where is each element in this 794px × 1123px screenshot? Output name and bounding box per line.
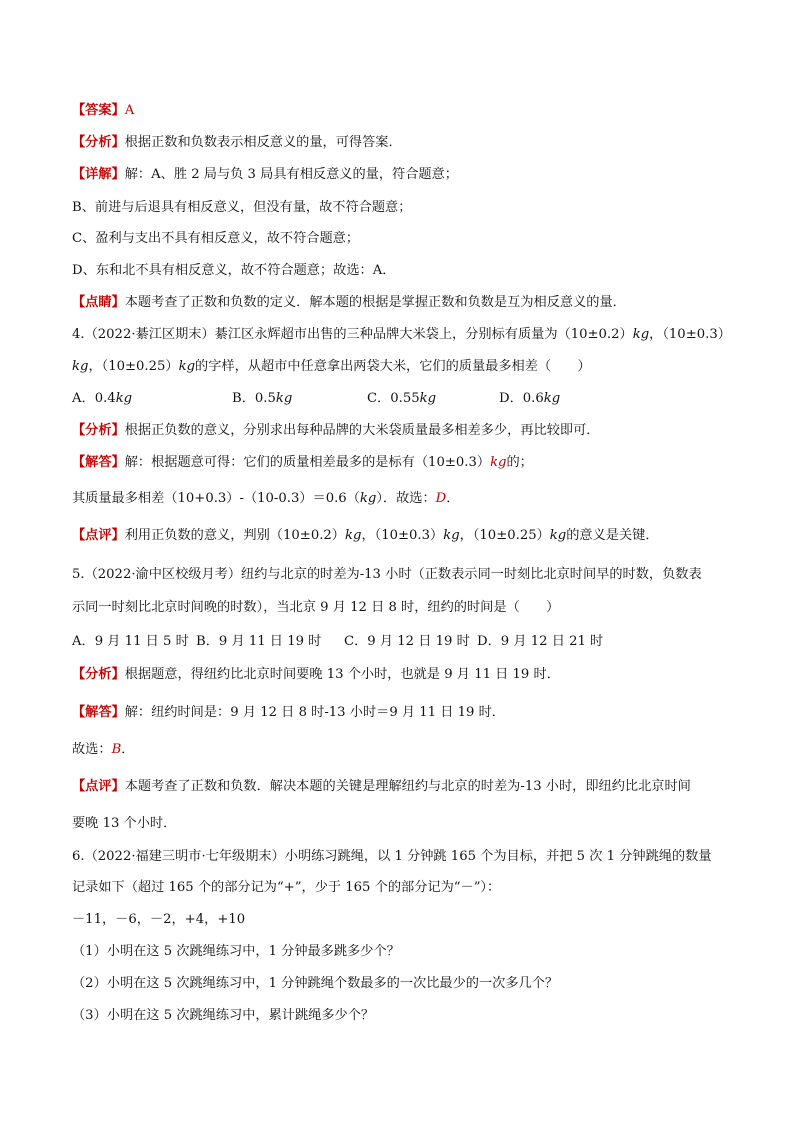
q4-option-b (232, 389, 367, 408)
q5-remark-line-2: 要晚 13 个小时． (72, 816, 177, 831)
q5-choose-text: 故选： (72, 742, 112, 757)
q5-choose-line (72, 740, 732, 759)
q6-part-3: （3）小明在这 5 次跳绳练习中，累计跳绳多少个？ (72, 1008, 375, 1023)
q4-option-a-text: A．0.4 (72, 391, 116, 406)
q4-analysis-text: 根据正负数的意义，分别求出每种品牌的大米袋质量最多相差多少，再比较即可． (124, 423, 600, 438)
q3-detail-text-1: 解：A、胜 2 局与负 3 局具有相反意义的量，符合题意； (124, 167, 458, 182)
q5-option-a: A．9 月 11 日 5 时 (72, 634, 189, 649)
q4-calc-line (72, 489, 732, 508)
q3-answer-line (72, 101, 732, 120)
q3-analysis-text: 根据正数和负数表示相反意义的量，可得答案． (124, 135, 402, 150)
q3-detail-line-4: D、东和北不具有相反意义，故不符合题意；故选：A． (72, 263, 396, 278)
q5-analysis-text: 根据题意，得纽约比北京时间要晚 13 个小时，也就是 9 月 11 日 19 时． (124, 667, 560, 682)
q4-calc-text-a: 其质量最多相差（10+0.3）-（10-0.3）＝0.6（ (72, 491, 360, 506)
q4-options (72, 389, 732, 408)
q4-stem-text-2a: ，（10±0.25） (88, 359, 179, 374)
analysis-tag: 【分析】 (72, 135, 125, 150)
q4-unit: kg (443, 528, 460, 543)
analysis-tag: 【分析】 (72, 423, 125, 438)
q4-stem-text-2b: 的字样，从超市中任意拿出两袋大米，它们的质量最多相差（ ） (195, 359, 591, 374)
q4-stem-line-2 (72, 357, 732, 376)
q4-unit: kg (359, 491, 377, 506)
q5-options (72, 632, 732, 651)
q4-remark-text-a: 利用正负数的意义，判别（10±0.2） (124, 528, 345, 543)
q3-remark-line (72, 293, 732, 312)
q4-unit: kg (178, 359, 196, 374)
q6-stem-line-2: 记录如下（超过 165 个的部分记为“+”，少于 165 个的部分记为“－”）： (72, 880, 501, 895)
q4-unit: kg (72, 359, 89, 374)
q5-option-c: C．9 月 12 日 19 时 (344, 634, 470, 649)
q4-solution-line (72, 453, 732, 472)
q5-analysis-line (72, 665, 732, 684)
q3-analysis-line (72, 133, 732, 152)
q4-calc-choice: D (435, 491, 447, 506)
q4-remark-text-c: ，（10±0.25） (459, 528, 550, 543)
q4-solution-text-b: 的； (506, 455, 533, 470)
q4-unit: kg (632, 327, 650, 342)
answer-tag: 【答案】 (72, 103, 125, 118)
q4-remark-text-d: 的意义是关键． (566, 528, 659, 543)
q5-remark-text-1: 本题考查了正数和负数．解决本题的关键是理解纽约与北京的时差为-13 小时，即纽约比北京时间 (124, 779, 691, 794)
q4-remark-line (72, 526, 732, 545)
q3-remark-text: 本题考查了正数和负数的定义．解本题的根据是掌握正数和负数是互为相反意义的量． (124, 295, 626, 310)
q5-remark-line-1 (72, 777, 732, 796)
analysis-tag: 【分析】 (72, 667, 125, 682)
q4-option-a (72, 389, 232, 408)
q6-data-line: －11，－6，－2，+4，+10 (72, 912, 246, 927)
q4-unit: kg (275, 391, 293, 406)
solution-tag: 【解答】 (72, 705, 125, 720)
q4-option-c (367, 389, 499, 408)
q5-stem-line-1: 5.（2022·渝中区校级月考）纽约与北京的时差为-13 小时（正数表示同一时刻比北京时间早的时数，负数表 (72, 567, 702, 582)
q4-stem-line-1 (72, 325, 732, 344)
q4-unit: kg (419, 391, 437, 406)
q4-analysis-line (72, 421, 732, 440)
q6-part-2: （2）小明在这 5 次跳绳练习中，1 分钟跳绳个数最多的一次比最少的一次多几个？ (72, 976, 559, 991)
q4-unit: kg (345, 528, 362, 543)
q5-choose-end: ． (121, 742, 135, 757)
detail-tag: 【详解】 (72, 167, 125, 182)
q5-option-b: B．9 月 11 日 19 时 (196, 634, 322, 649)
q5-solution-text: 解：纽约时间是：9 月 12 日 8 时-13 小时＝9 月 11 日 19 时． (124, 705, 505, 720)
q4-option-d (499, 389, 560, 408)
remark-tag: 【点评】 (72, 528, 125, 543)
q5-solution-line (72, 703, 732, 722)
q6-stem-line-1: 6.（2022·福建三明市·七年级期末）小明练习跳绳，以 1 分钟跳 165 个为目标，并把 5 次 1 分钟跳绳的数量 (72, 849, 712, 864)
q4-calc-end: ． (446, 491, 460, 506)
q5-option-d: D．9 月 12 日 21 时 (477, 634, 604, 649)
q3-detail-line-3: C、盈利与支出不具有相反意义，故不符合题意； (72, 231, 360, 246)
q6-part-1: （1）小明在这 5 次跳绳练习中，1 分钟最多跳多少个？ (72, 944, 400, 959)
q4-stem-text-1a: 4.（2022·綦江区期末）綦江区永辉超市出售的三种品牌大米袋上，分别标有质量为（10±0.2） (72, 327, 633, 342)
q4-calc-text-b: ）．故选： (376, 491, 436, 506)
q4-solution-text-a: 解：根据题意可得：它们的质量相差最多的是标有（10±0.3） (124, 455, 491, 470)
q3-answer-value: A (124, 103, 135, 118)
q5-stem-line-2: 示同一时刻比北京时间晚的时数），当北京 9 月 12 日 8 时，纽约的时间是（ ） (72, 600, 560, 615)
remark-tag: 【点评】 (72, 779, 125, 794)
q4-option-d-text: D．0.6 (499, 391, 544, 406)
q4-option-b-text: B．0.5 (232, 391, 276, 406)
q4-unit: kg (490, 455, 507, 470)
q4-option-c-text: C．0.55 (367, 391, 420, 406)
q4-unit: kg (549, 528, 567, 543)
solution-tag: 【解答】 (72, 455, 125, 470)
q4-stem-text-1b: ，（10±0.3） (649, 327, 731, 342)
q4-unit: kg (115, 391, 133, 406)
q4-remark-text-b: ，（10±0.3） (361, 528, 444, 543)
q4-unit: kg (543, 391, 561, 406)
q3-detail-line-1 (72, 165, 732, 184)
q3-detail-line-2: B、前进与后退具有相反意义，但没有量，故不符合题意； (72, 200, 412, 215)
q5-choose-choice: B (111, 742, 122, 757)
remark-tag: 【点睛】 (72, 295, 125, 310)
